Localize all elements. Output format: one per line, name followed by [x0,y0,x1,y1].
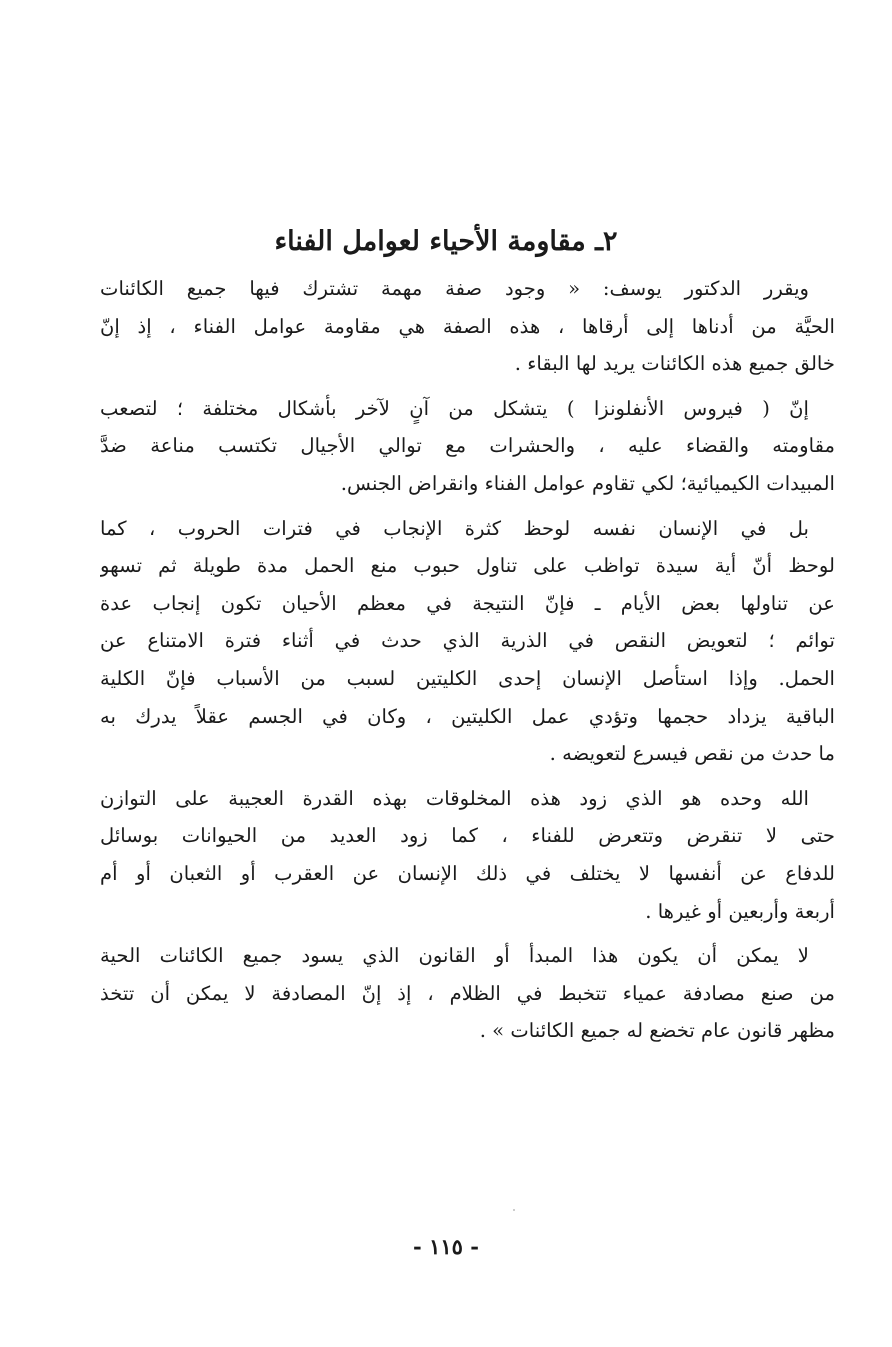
body-text [100,270,835,1057]
text-line: مظهر قانون عام تخضع له جميع الكائنات » . [479,1019,835,1043]
paper-speck [513,1209,515,1211]
text-line: للدفاع عن أنفسها لا يختلف في ذلك الإنسان عن العقرب أو الثعبان أو أم [100,861,835,885]
text-line: لا يمكن أن يكون هذا المبدأ أو القانون الذي يسود جميع الكائنات الحية [100,944,809,968]
text-line: أربعة وأربعين أو غيرها . [645,899,835,923]
text-line: المبيدات الكيميائية؛ لكي تقاوم عوامل الفناء وانقراض الجنس. [340,471,835,495]
text-line: ويقرر الدكتور يوسف: « وجود صفة مهمة تشترك فيها جميع الكائنات [100,277,809,300]
text-line: الله وحده هو الذي زود هذه المخلوقات بهذه القدرة العجيبة على التوازن [100,786,809,810]
text-line: الباقية يزداد حجمها وتؤدي عمل الكليتين ، وكان في الجسم عقلاً يدرك به [100,704,835,728]
section-heading: ٢ـ مقاومة الأحياء لعوامل الفناء [274,226,618,257]
text-line: من صنع مصادفة عمياء تتخبط في الظلام ، إذ إنّ المصادفة لا يمكن أن تتخذ [100,981,835,1005]
paragraph-1 [100,270,835,383]
text-line: الحيَّة من أدناها إلى أرقاها ، هذه الصفة هي مقاومة عوامل الفناء ، إذ إنّ [100,314,835,338]
text-line: حتى لا تنقرض وتتعرض للفناء ، كما زود العديد من الحيوانات بوسائل [100,824,835,848]
text-line: مقاومته والقضاء عليه ، والحشرات مع توالي الأجيال تكتسب مناعة ضدَّ [100,434,835,458]
text-line: بل في الإنسان نفسه لوحظ كثرة الإنجاب في فترات الحروب ، كما [100,516,809,540]
text-line: ما حدث من نقص فيسرع لتعويضه . [549,742,835,766]
text-line: عن تناولها بعض الأيام ـ فإنّ النتيجة في معظم الأحيان تكون إنجاب عدة [100,591,835,615]
text-line: الحمل. وإذا استأصل الإنسان إحدى الكليتين لسبب من الأسباب فإنّ الكلية [100,666,835,690]
text-line: إنّ ( فيروس الأنفلونزا ) يتشكل من آنٍ لآخر بأشكال مختلفة ؛ لتصعب [100,396,809,420]
text-line: خالق جميع هذه الكائنات يريد لها البقاء . [514,352,835,376]
paragraph-2 [100,390,835,503]
page-number: - ١١٥ - [413,1234,479,1259]
paragraph-4 [100,780,835,930]
paragraph-5 [100,937,835,1050]
text-line: لوحظ أنّ أية سيدة تواظب على تناول حبوب منع الحمل مدة طويلة ثم تسهو [100,554,835,578]
text-line: توائم ؛ لتعويض النقص في الذرية الذي حدث في أثناء فترة الامتناع عن [100,629,835,653]
paragraph-3 [100,510,835,773]
